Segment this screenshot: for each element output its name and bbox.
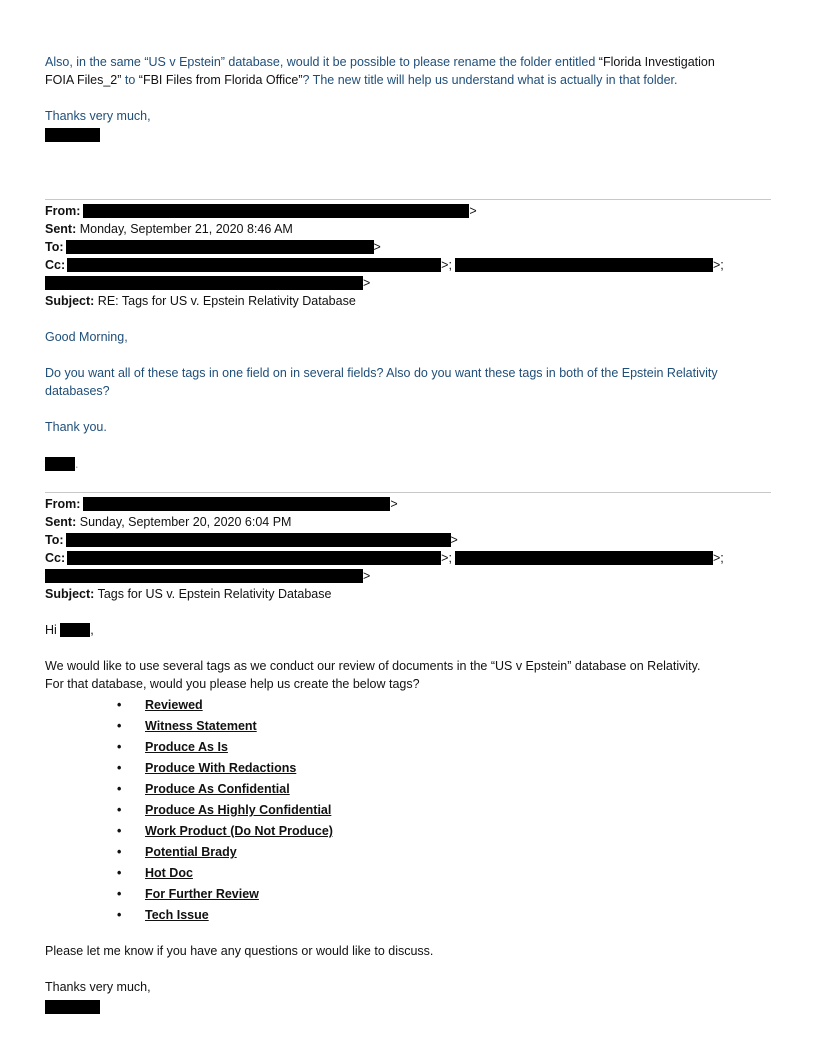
tag-label: For Further Review xyxy=(145,887,259,901)
body-text-line1: We would like to use several tags as we conduct our review of documents in the “US v Epstein” database on Relativity. xyxy=(45,659,701,673)
tag-label: Hot Doc xyxy=(145,866,193,880)
sent-value: Monday, September 21, 2020 8:46 AM xyxy=(79,222,293,236)
tag-list-item xyxy=(117,801,333,822)
tag-list-item xyxy=(117,906,333,927)
body-text-line2: databases? xyxy=(45,384,110,398)
closing-text: Thanks very much, xyxy=(45,109,151,123)
request-paragraph-line1: Also, in the same “US v Epstein” database, would it be possible to please rename the folder entitled “Florida Investigation xyxy=(45,55,715,69)
sent-label: Sent: xyxy=(45,222,77,236)
from-label: From: xyxy=(45,204,81,218)
to-label: To: xyxy=(45,533,64,547)
tag-list-item xyxy=(117,822,333,843)
subject-line xyxy=(45,292,356,310)
to-line: To: > xyxy=(45,533,458,547)
tag-list-item xyxy=(117,738,333,759)
subject-value: RE: Tags for US v. Epstein Relativity Database xyxy=(97,294,356,308)
bullet-icon: • xyxy=(117,782,122,796)
tag-label: Produce As Highly Confidential xyxy=(145,803,332,817)
tag-label: Work Product (Do Not Produce) xyxy=(145,824,333,838)
cc-label: Cc: xyxy=(45,551,66,565)
tag-label: Reviewed xyxy=(145,698,203,712)
tag-label: Witness Statement xyxy=(145,719,257,733)
tag-list-item xyxy=(117,885,333,906)
signature-redaction: . xyxy=(45,455,78,473)
subject-label: Subject: xyxy=(45,587,95,601)
subject-line xyxy=(45,585,331,603)
tag-list-item xyxy=(117,717,333,738)
bullet-icon: • xyxy=(117,698,122,712)
bullet-icon: • xyxy=(117,761,122,775)
bullet-icon: • xyxy=(117,908,122,922)
tag-label: Produce As Is xyxy=(145,740,228,754)
to-label: To: xyxy=(45,240,64,254)
from-label: From: xyxy=(45,497,81,511)
tag-list-item xyxy=(117,696,333,717)
subject-label: Subject: xyxy=(45,294,95,308)
thanks-text: Thank you. xyxy=(45,420,107,434)
cc-line-continued: > xyxy=(45,274,370,292)
bullet-icon: • xyxy=(117,824,122,838)
greeting-text: Hi , xyxy=(45,623,94,637)
cc-label: Cc: xyxy=(45,258,66,272)
sent-line xyxy=(45,513,291,531)
body-text-line1: Do you want all of these tags in one field on in several fields? Also do you want these tags in both of the Epstein Relativity xyxy=(45,366,718,380)
signature-redaction xyxy=(45,126,100,144)
sent-line xyxy=(45,220,293,238)
tag-list-item xyxy=(117,843,333,864)
bullet-icon: • xyxy=(117,719,122,733)
cc-line: Cc: >; >; xyxy=(45,258,724,272)
closing-line: Please let me know if you have any questions or would like to discuss. xyxy=(45,944,434,958)
cc-line-continued: > xyxy=(45,567,370,585)
tag-list-item xyxy=(117,780,333,801)
tag-list-item xyxy=(117,864,333,885)
from-line: From: > xyxy=(45,204,477,218)
request-paragraph-line2: FOIA Files_2” to “FBI Files from Florida Office”? The new title will help us understand what is actually in that folder. xyxy=(45,73,678,87)
separator-line xyxy=(45,492,771,493)
body-text-line2: For that database, would you please help us create the below tags? xyxy=(45,677,420,691)
tag-label: Produce As Confidential xyxy=(145,782,290,796)
tag-label: Tech Issue xyxy=(145,908,209,922)
tag-label: Produce With Redactions xyxy=(145,761,297,775)
bullet-icon: • xyxy=(117,866,122,880)
greeting-text: Good Morning, xyxy=(45,330,128,344)
bullet-icon: • xyxy=(117,803,122,817)
tag-list xyxy=(117,696,333,927)
to-line: To: > xyxy=(45,240,381,254)
sent-label: Sent: xyxy=(45,515,77,529)
cc-line: Cc: >; >; xyxy=(45,551,724,565)
from-line: From: > xyxy=(45,497,398,511)
signature-redaction xyxy=(45,998,100,1016)
bullet-icon: • xyxy=(117,845,122,859)
subject-value: Tags for US v. Epstein Relativity Database xyxy=(97,587,332,601)
closing-text: Thanks very much, xyxy=(45,980,151,994)
sent-value: Sunday, September 20, 2020 6:04 PM xyxy=(79,515,292,529)
tag-list-item xyxy=(117,759,333,780)
bullet-icon: • xyxy=(117,887,122,901)
separator-line xyxy=(45,199,771,200)
bullet-icon: • xyxy=(117,740,122,754)
tag-label: Potential Brady xyxy=(145,845,237,859)
